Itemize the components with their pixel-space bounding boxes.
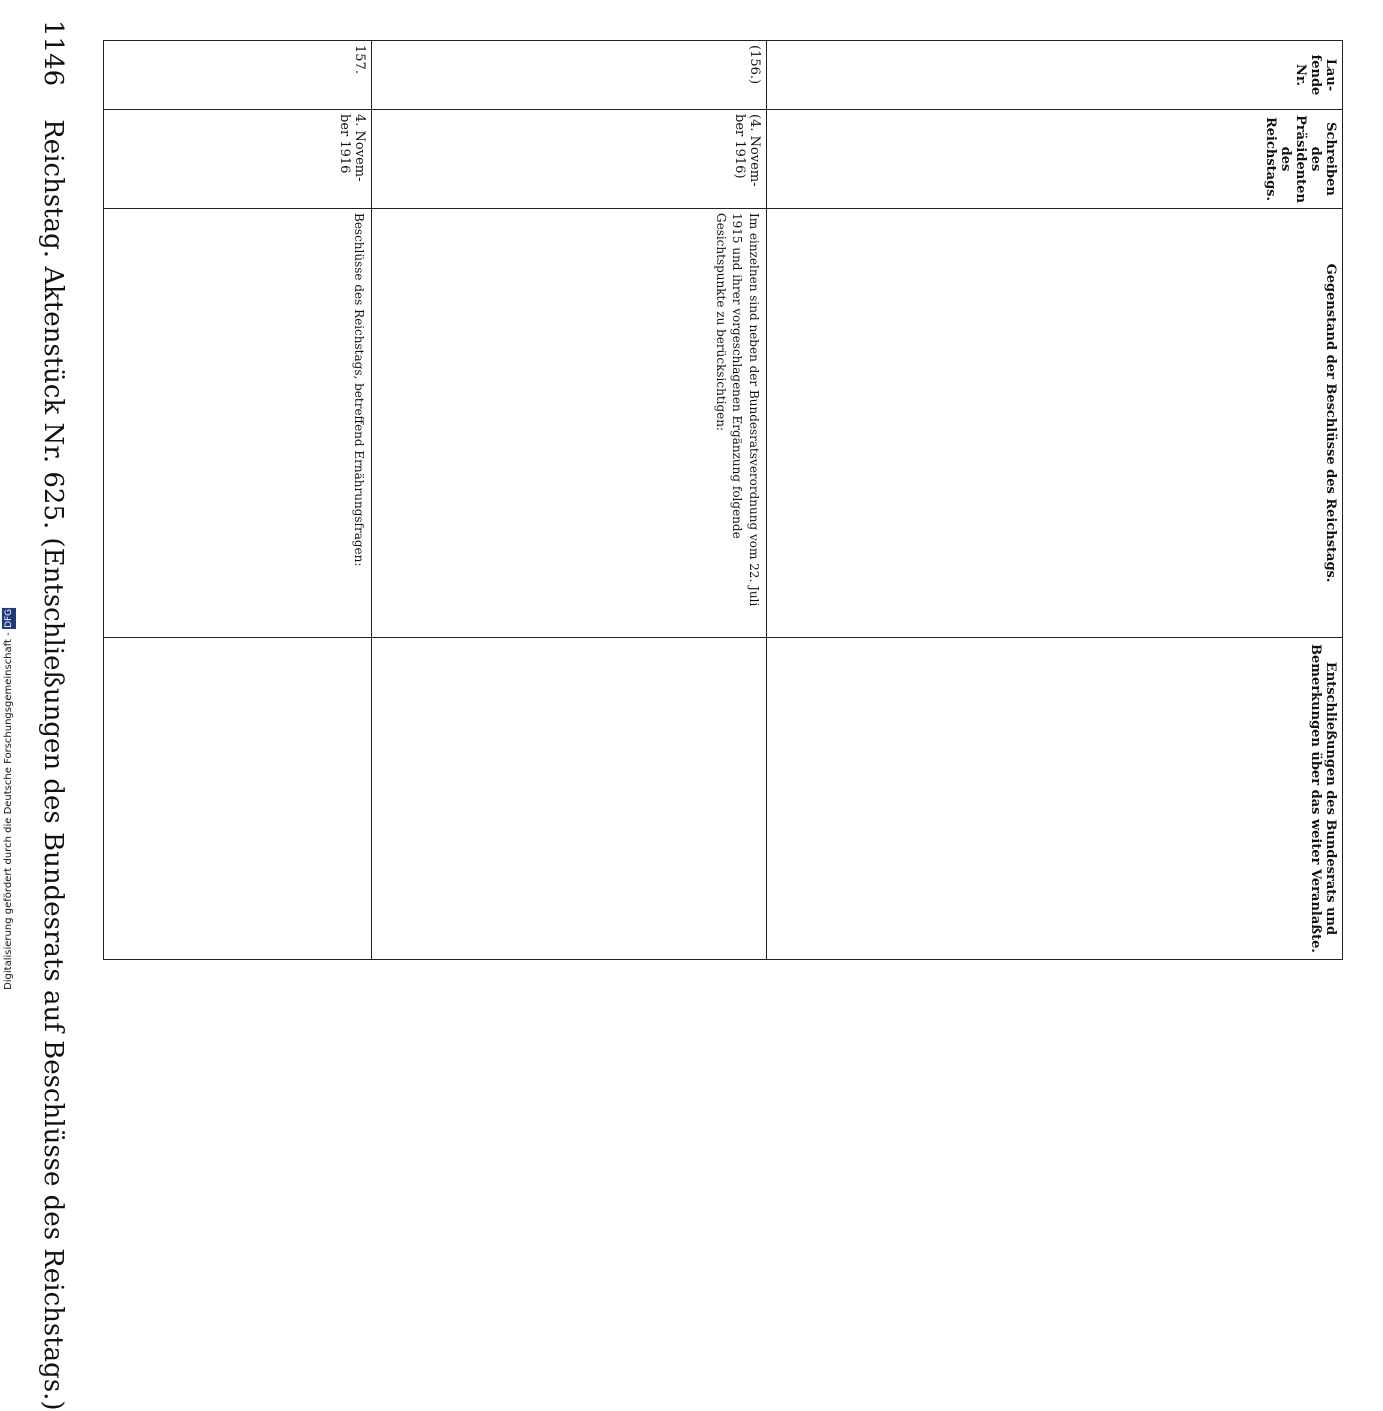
col-nr: Lau- fende Nr. — [766, 41, 1342, 110]
row-date: 4. Novem- ber 1916 — [104, 110, 372, 209]
row-nr: (156.) — [371, 41, 766, 110]
document-table — [103, 40, 1343, 960]
col-subject: Gegenstand der Beschlüsse des Reichstags. — [766, 209, 1342, 638]
row-date: (4. Novem- ber 1916) — [371, 110, 766, 209]
page-title: Reichstag. Aktenstück Nr. 625. (Entschließungen des Bundesrats auf Beschlüsse des Reichstags.) — [38, 119, 68, 1411]
row-nr: 157. — [104, 41, 372, 110]
page-header — [23, 20, 83, 1411]
col-date: Schreiben des Präsidenten des Reichstags. — [766, 110, 1342, 209]
row-decision — [371, 638, 766, 960]
page-number: 1146 — [38, 20, 68, 87]
col-decision: Entschließungen des Bundesrats und Bemerkungen über das weiter Veranlaßte. — [766, 638, 1342, 960]
table-row — [104, 41, 372, 960]
row-subject: Beschlüsse des Reichstags, betreffend Ernährungsfragen: — [104, 209, 372, 638]
table-row — [371, 41, 766, 960]
row-subject: Im einzelnen sind neben der Bundesratsverordnung vom 22. Juli 1915 und ihrer vorgeschlagenen Ergänzung folgende Gesichtspunkte zu berücksichtigen: — [371, 209, 766, 638]
credit-text: Digitalisierung gefördert durch die Deutsche Forschungsgemeinschaft - — [3, 632, 14, 990]
row-decision — [104, 638, 372, 960]
dfg-logo: DFG — [4, 609, 14, 629]
